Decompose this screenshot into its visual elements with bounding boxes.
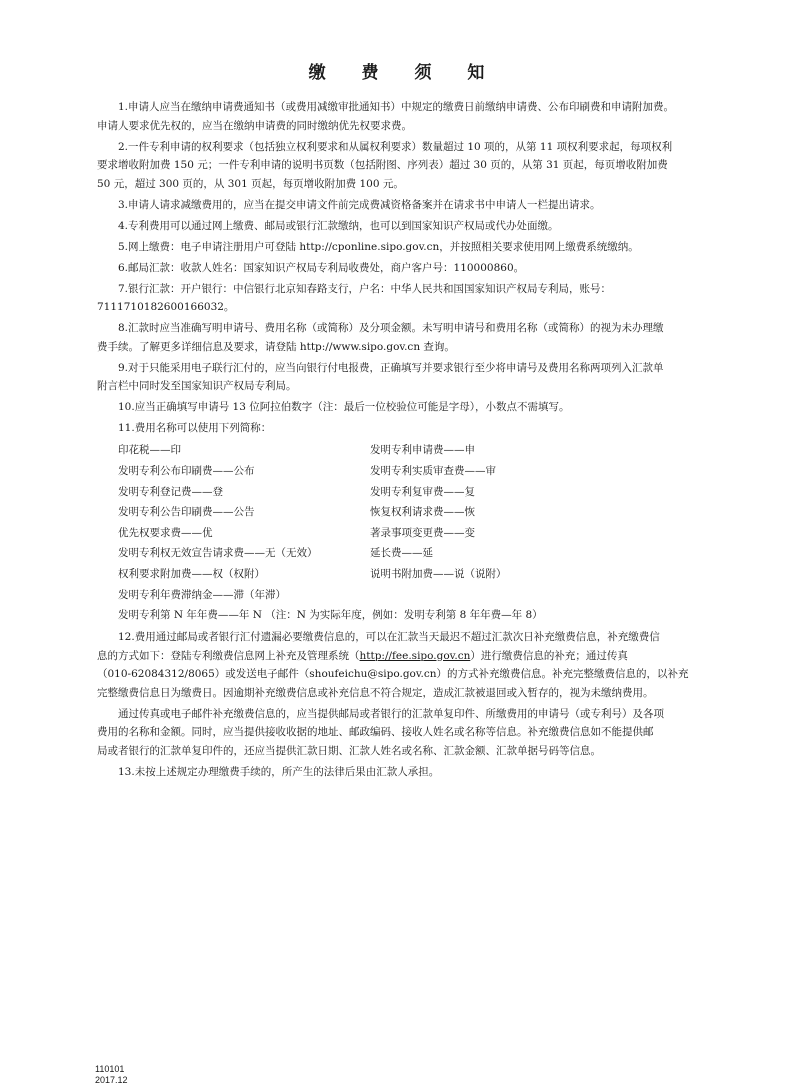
abbreviation-item: 发明专利权无效宣告请求费——无（无效） [118, 547, 318, 560]
abbreviation-item: 发明专利申请费——申 [370, 444, 475, 457]
clause-line: 完整缴费信息日为缴费日。因逾期补充缴费信息或补充信息不符合规定，造成汇款被退回或入暂存的，视为未缴纳费用。 [97, 686, 654, 699]
clause-line: 费用的名称和金额。同时，应当提供接收收据的地址、邮政编码、接收人姓名或名称等信息。补充缴费信息如不能提供邮 [97, 726, 654, 739]
abbreviation-item: 发明专利年费滞纳金——滞（年滞） [118, 588, 286, 601]
clause-line: 10.应当正确填写申请号 13 位阿拉伯数字（注：最后一位校验位可能是字母），小数点不需填写。 [118, 401, 570, 414]
clause-6 [97, 259, 705, 278]
clause-13 [97, 763, 705, 782]
clause-line: 1.申请人应当在缴纳申请费通知书（或费用减缴审批通知书）中规定的缴费日前缴纳申请费、公布印刷费和申请附加费。 [118, 101, 675, 113]
clause-line: 7111710182600166032。 [97, 301, 235, 314]
form-code: 110101 [95, 1064, 125, 1074]
clause-5 [97, 238, 705, 257]
clause-4 [97, 217, 705, 236]
clause-line: 11.费用名称可以使用下列简称： [118, 422, 272, 435]
clause-12 [97, 628, 705, 702]
clause-2 [97, 138, 705, 194]
abbreviation-item: 发明专利复审费——复 [370, 485, 475, 498]
fee-system-link[interactable]: http://fee.sipo.gov.cn [359, 649, 471, 662]
clause-line: 申请人要求优先权的，应当在缴纳申请费的同时缴纳优先权要求费。 [97, 119, 412, 132]
clause-line [76, 647, 705, 666]
form-footer [95, 1064, 128, 1086]
clause-line: 9.对于只能采用电子联行汇付的，应当向银行付电报费，正确填写并要求银行至少将申请号及费用名称两项列入汇款单 [118, 361, 664, 374]
abbreviation-item: 发明专利实质审查费——审 [370, 464, 496, 477]
clause-1 [97, 98, 705, 135]
clause-line: 13.未按上述规定办理缴费手续的，所产生的法律后果由汇款人承担。 [118, 766, 440, 779]
clause-line: 通过传真或电子邮件补充缴费信息的，应当提供邮局或者银行的汇款单复印件、所缴费用的申请号（或专利号）及各项 [118, 707, 664, 720]
abbreviation-item: 说明书附加费——说（说附） [370, 567, 507, 580]
clause-line: 3.申请人请求减缴费用的，应当在提交申请文件前完成费减资格备案并在请求书中申请人一栏提出请求。 [118, 198, 601, 211]
page-title: 缴 费 须 知 [308, 63, 500, 83]
clause-line: 12.费用通过邮局或者银行汇付遗漏必要缴费信息的，可以在汇款当天最迟不超过汇款次日补充缴费信息，补充缴费信 [118, 631, 660, 644]
clause-line: 局或者银行的汇款单复印件的，还应当提供汇款日期、汇款人姓名或名称、汇款金额、汇款单据号码等信息。 [97, 745, 601, 758]
abbreviation-item: 恢复权利请求费——恢 [370, 506, 475, 519]
abbreviation-item: 发明专利登记费——登 [118, 485, 223, 498]
clause-11 [97, 419, 705, 438]
clause-line: 4.专利费用可以通过网上缴费、邮局或银行汇款缴纳，也可以到国家知识产权局或代办处面缴。 [118, 219, 559, 232]
abbreviation-item: 延长费——延 [370, 547, 433, 560]
abbreviation-list [118, 440, 705, 584]
clause-8 [97, 319, 705, 356]
abbreviation-item: 发明专利公告印刷费——公告 [118, 506, 255, 519]
notice-body [97, 98, 705, 784]
clause-line: 6.邮局汇款：收款人姓名：国家知识产权局专利局收费处，商户客户号：110000860。 [118, 261, 525, 274]
clause-7 [97, 280, 705, 317]
clause-line: 附言栏中同时发至国家知识产权局专利局。 [97, 380, 297, 393]
clause-12-supplement [97, 705, 705, 761]
clause-line: 要求增收附加费 150 元；一件专利申请的说明书页数（包括附图、序列表）超过 30 页的，从第 31 页起，每页增收附加费 [97, 159, 668, 172]
clause-line: （010-62084312/8065）或发送电子邮件（shoufeichu@sipo.gov.cn）的方式补充缴费信息。补充完整缴费信息的，以补充 [97, 668, 689, 681]
abbreviation-item: 印花税——印 [118, 444, 181, 457]
form-date: 2017.12 [95, 1075, 128, 1085]
clause-line: 8.汇款时应当准确写明申请号、费用名称（或简称）及分项金额。未写明申请号和费用名称（或简称）的视为未办理缴 [118, 322, 664, 335]
abbreviation-item: 发明专利第 N 年年费——年 N （注：N 为实际年度，例如：发明专利第 8 年年费—年 8） [118, 609, 543, 622]
abbreviation-item: 优先权要求费——优 [118, 526, 213, 539]
clause-9 [97, 359, 705, 396]
clause-line: 7.银行汇款：开户银行：中信银行北京知春路支行，户名：中华人民共和国国家知识产权局专利局，账号： [118, 282, 612, 295]
abbreviation-item: 著录事项变更费——变 [370, 526, 475, 539]
clause-3 [97, 196, 705, 215]
clause-10 [97, 398, 705, 417]
clause-line: 2.一件专利申请的权利要求（包括独立权利要求和从属权利要求）数量超过 10 项的，从第 11 项权利要求起，每项权利 [118, 140, 673, 153]
clause-text: 息的方式如下：登陆专利缴费信息网上补充及管理系统（ [97, 649, 360, 662]
clause-line: 费手续。了解更多详细信息及要求，请登陆 http://www.sipo.gov.cn 查询。 [97, 340, 455, 353]
clause-line: 5.网上缴费：电子申请注册用户可登陆 http://cponline.sipo.gov.cn，并按照相关要求使用网上缴费系统缴纳。 [118, 240, 639, 253]
clause-text: ）进行缴费信息的补充；通过传真 [470, 649, 628, 662]
clause-line: 50 元，超过 300 页的，从 301 页起，每页增收附加费 100 元。 [97, 177, 404, 190]
abbreviation-item: 发明专利公布印刷费——公布 [118, 464, 255, 477]
abbreviation-item: 权利要求附加费——权（权附） [118, 567, 265, 580]
